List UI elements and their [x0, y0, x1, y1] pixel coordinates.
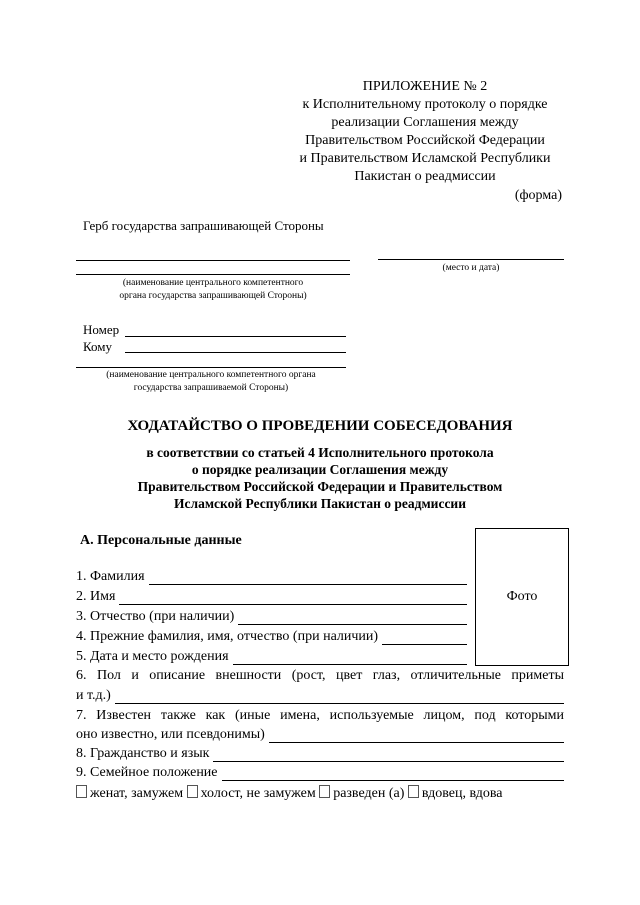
number-field[interactable]	[125, 336, 346, 337]
appendix-line: реализации Соглашения между	[331, 115, 519, 130]
field-label: 9. Семейное положение	[76, 765, 218, 780]
caption-line: органа государства запрашивающей Стороны)	[119, 291, 307, 301]
field-line[interactable]	[213, 747, 564, 762]
appendix-line: к Исполнительному протоколу о порядке	[302, 97, 548, 112]
field-former-names[interactable]	[76, 629, 467, 645]
field-line[interactable]	[222, 766, 564, 781]
field-label: 8. Гражданство и язык	[76, 746, 210, 761]
subtitle-line: о порядке реализации Соглашения между	[191, 462, 449, 477]
field-label: 2. Имя	[76, 589, 116, 604]
field-marital-status[interactable]	[76, 765, 564, 781]
field-birth[interactable]	[76, 649, 467, 665]
number-label: Номер	[83, 322, 120, 337]
field-line[interactable]	[269, 728, 564, 743]
requesting-authority-caption	[76, 277, 350, 303]
option-label: женат, замужем	[90, 786, 184, 801]
field-label: и т.д.)	[76, 688, 111, 703]
field-name[interactable]	[76, 589, 467, 605]
field-line[interactable]	[149, 570, 467, 585]
appendix-line: и Правительством Исламской Республики	[299, 151, 551, 166]
marital-option-married[interactable]	[76, 786, 183, 801]
checkbox-icon[interactable]	[319, 785, 330, 798]
marital-option-widowed[interactable]	[408, 786, 503, 801]
to-label: Кому	[83, 339, 113, 354]
document-subtitle	[0, 444, 640, 512]
place-date-line[interactable]	[378, 259, 564, 260]
marital-options	[76, 785, 503, 802]
field-surname[interactable]	[76, 569, 467, 585]
field-label: 1. Фамилия	[76, 569, 145, 584]
appendix-line: ПРИЛОЖЕНИЕ № 2	[362, 79, 488, 94]
field-line[interactable]	[119, 590, 467, 605]
subtitle-line: в соответствии со статьей 4 Исполнительного протокола	[146, 445, 494, 460]
option-label: вдовец, вдова	[421, 786, 503, 801]
appendix-line: Правительством Российской Федерации	[305, 133, 545, 148]
place-date-caption: (место и дата)	[442, 263, 500, 273]
document-title: ХОДАТАЙСТВО О ПРОВЕДЕНИИ СОБЕСЕДОВАНИЯ	[127, 418, 513, 434]
field-aliases[interactable]	[76, 727, 564, 743]
option-label: холост, не замужем	[200, 786, 316, 801]
subtitle-line: Исламской Республики Пакистан о реадмиссии	[174, 496, 466, 511]
marital-option-divorced[interactable]	[319, 786, 404, 801]
field-label: 4. Прежние фамилия, имя, отчество (при наличии)	[76, 629, 379, 644]
field-label: 3. Отчество (при наличии)	[76, 609, 235, 624]
option-label: разведен (а)	[333, 786, 405, 801]
field-label: 5. Дата и место рождения	[76, 649, 229, 664]
caption-line: государства запрашиваемой Стороны)	[133, 383, 289, 393]
checkbox-icon[interactable]	[408, 785, 419, 798]
requesting-authority-line[interactable]	[76, 260, 350, 261]
subtitle-line: Правительством Российской Федерации и Правительством	[137, 479, 503, 494]
appendix-line: Пакистан о реадмиссии	[354, 169, 496, 184]
to-field[interactable]	[125, 352, 346, 353]
field-appearance[interactable]	[76, 688, 564, 704]
requested-authority-line[interactable]	[76, 367, 346, 368]
requesting-authority-line[interactable]	[76, 274, 350, 275]
coat-of-arms-label: Герб государства запрашивающей Стороны	[83, 218, 324, 233]
photo-label: Фото	[506, 589, 538, 604]
field-line[interactable]	[115, 689, 564, 704]
checkbox-icon[interactable]	[76, 785, 87, 798]
appendix-header	[280, 78, 570, 186]
requested-authority-caption	[76, 369, 346, 395]
field-appearance-label: 6. Пол и описание внешности (рост, цвет глаз, отличительные приметы	[76, 668, 564, 683]
field-label: оно известно, или псевдонимы)	[76, 727, 265, 742]
photo-box[interactable]	[475, 528, 569, 666]
field-line[interactable]	[233, 650, 467, 665]
field-aliases-label: 7. Известен также как (иные имена, используемые лицом, под которыми	[76, 708, 564, 723]
field-citizenship[interactable]	[76, 746, 564, 762]
field-line[interactable]	[382, 630, 467, 645]
field-line[interactable]	[238, 610, 467, 625]
marital-option-single[interactable]	[187, 786, 316, 801]
form-label: (форма)	[514, 188, 562, 203]
checkbox-icon[interactable]	[187, 785, 198, 798]
caption-line: (наименование центрального компетентного	[122, 278, 304, 288]
section-a-heading: А. Персональные данные	[80, 533, 242, 548]
field-patronymic[interactable]	[76, 609, 467, 625]
caption-line: (наименование центрального компетентного органа	[106, 370, 316, 380]
